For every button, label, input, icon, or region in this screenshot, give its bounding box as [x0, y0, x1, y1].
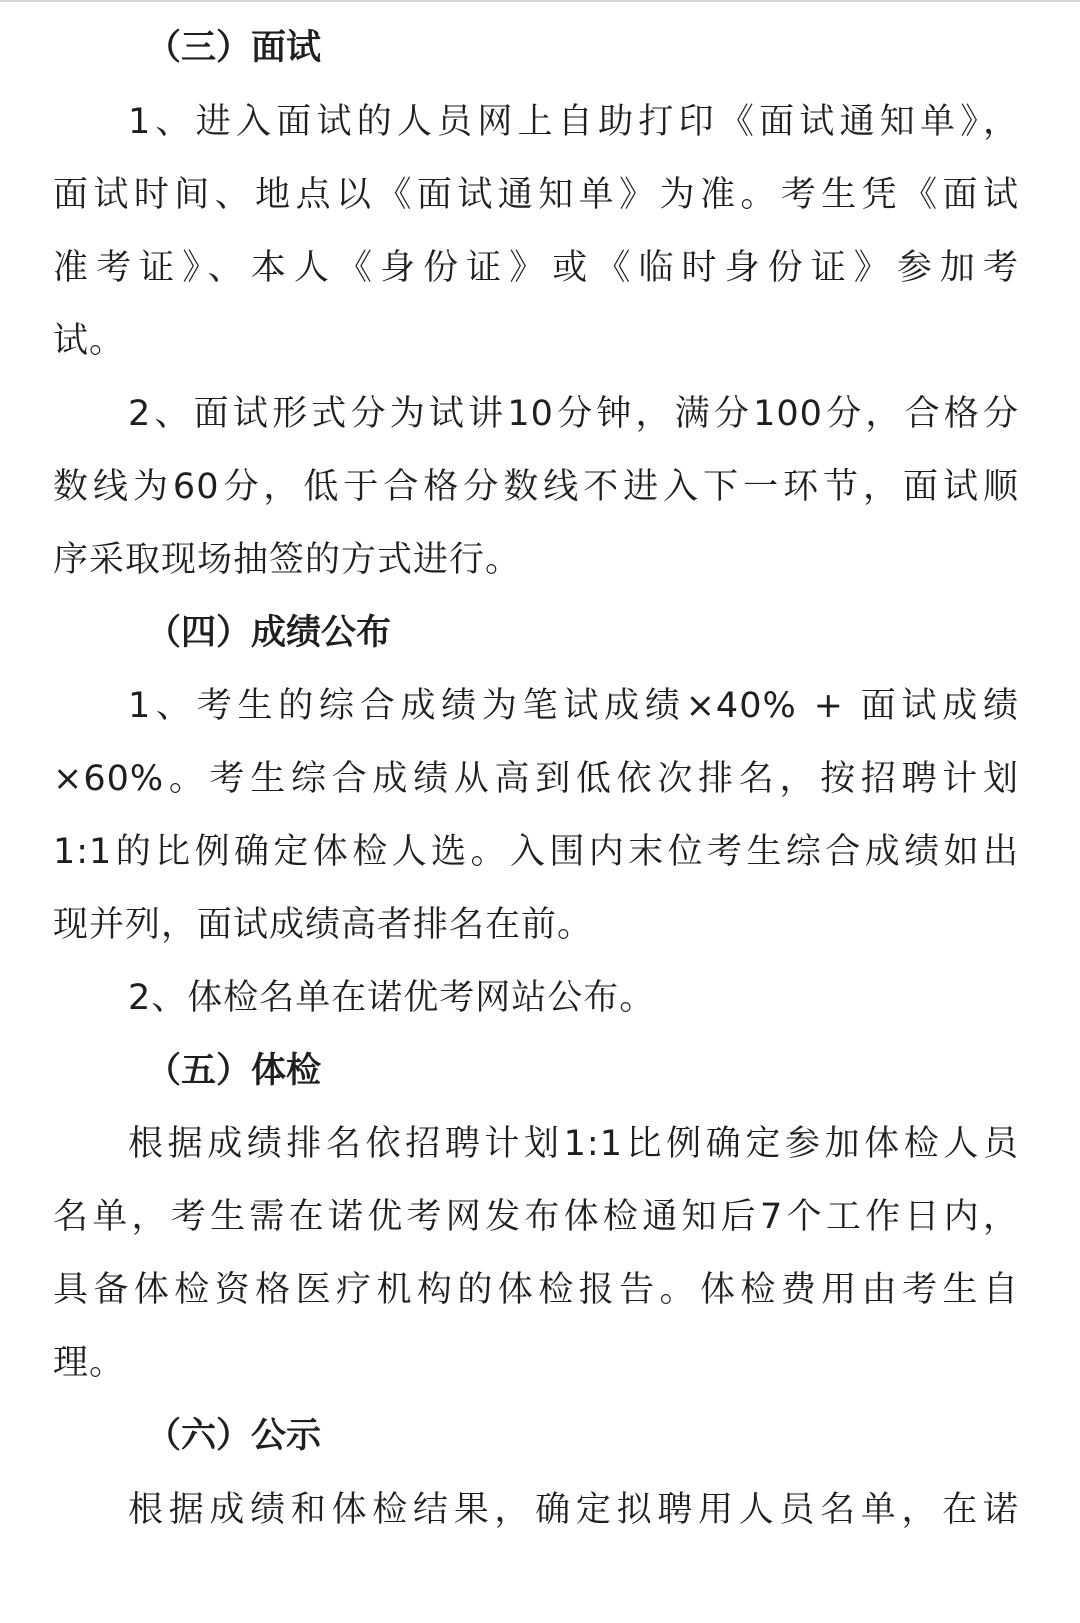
paragraph-line: 序采取现场抽签的方式进行。 — [53, 540, 522, 580]
paragraph-publicity — [53, 1486, 1019, 1559]
paragraph-line: 1、进入面试的人员网上自助打印《面试通知单》， — [128, 102, 1019, 142]
section-heading-publicity: （六）公示 — [146, 1416, 322, 1456]
paragraph-line: 理。 — [53, 1343, 126, 1383]
paragraph-score-formula — [53, 682, 1019, 974]
paragraph-line: 2、面试形式分为试讲10分钟，满分100分，合格分 — [128, 394, 1019, 434]
paragraph-line: 现并列，面试成绩高者排名在前。 — [53, 905, 594, 945]
paragraph-interview-notice — [53, 98, 1019, 390]
paragraph-line: 试。 — [53, 321, 126, 361]
section-heading-interview: （三）面试 — [146, 28, 322, 68]
paragraph-line: ×60%。考生综合成绩从高到低依次排名，按招聘计划 — [53, 759, 1019, 799]
paragraph-physical-exam — [53, 1120, 1019, 1412]
paragraph-line: 名单，考生需在诺优考网发布体检通知后7个工作日内， — [53, 1197, 1019, 1237]
paragraph-exam-list — [53, 974, 1019, 1047]
paragraph-interview-format — [53, 390, 1019, 609]
paragraph-line: 1:1的比例确定体检人选。入围内末位考生综合成绩如出 — [53, 832, 1019, 872]
paragraph-line: 准考证》、本人《身份证》或《临时身份证》参加考 — [53, 248, 1019, 288]
top-divider — [0, 0, 1080, 2]
paragraph-line: 面试时间、地点以《面试通知单》为准。考生凭《面试 — [53, 175, 1019, 215]
paragraph-line: 根据成绩和体检结果，确定拟聘用人员名单，在诺 — [128, 1490, 1019, 1530]
paragraph-line: 1、考生的综合成绩为笔试成绩×40% + 面试成绩 — [128, 686, 1019, 726]
paragraph-line: 根据成绩排名依招聘计划1:1比例确定参加体检人员 — [128, 1124, 1019, 1164]
paragraph-line: 2、体检名单在诺优考网站公布。 — [128, 978, 656, 1018]
section-heading-physical-exam: （五）体检 — [146, 1051, 322, 1091]
section-heading-results: （四）成绩公布 — [146, 613, 392, 653]
paragraph-line: 具备体检资格医疗机构的体检报告。体检费用由考生自 — [53, 1270, 1019, 1310]
paragraph-line: 数线为60分，低于合格分数线不进入下一环节，面试顺 — [53, 467, 1019, 507]
